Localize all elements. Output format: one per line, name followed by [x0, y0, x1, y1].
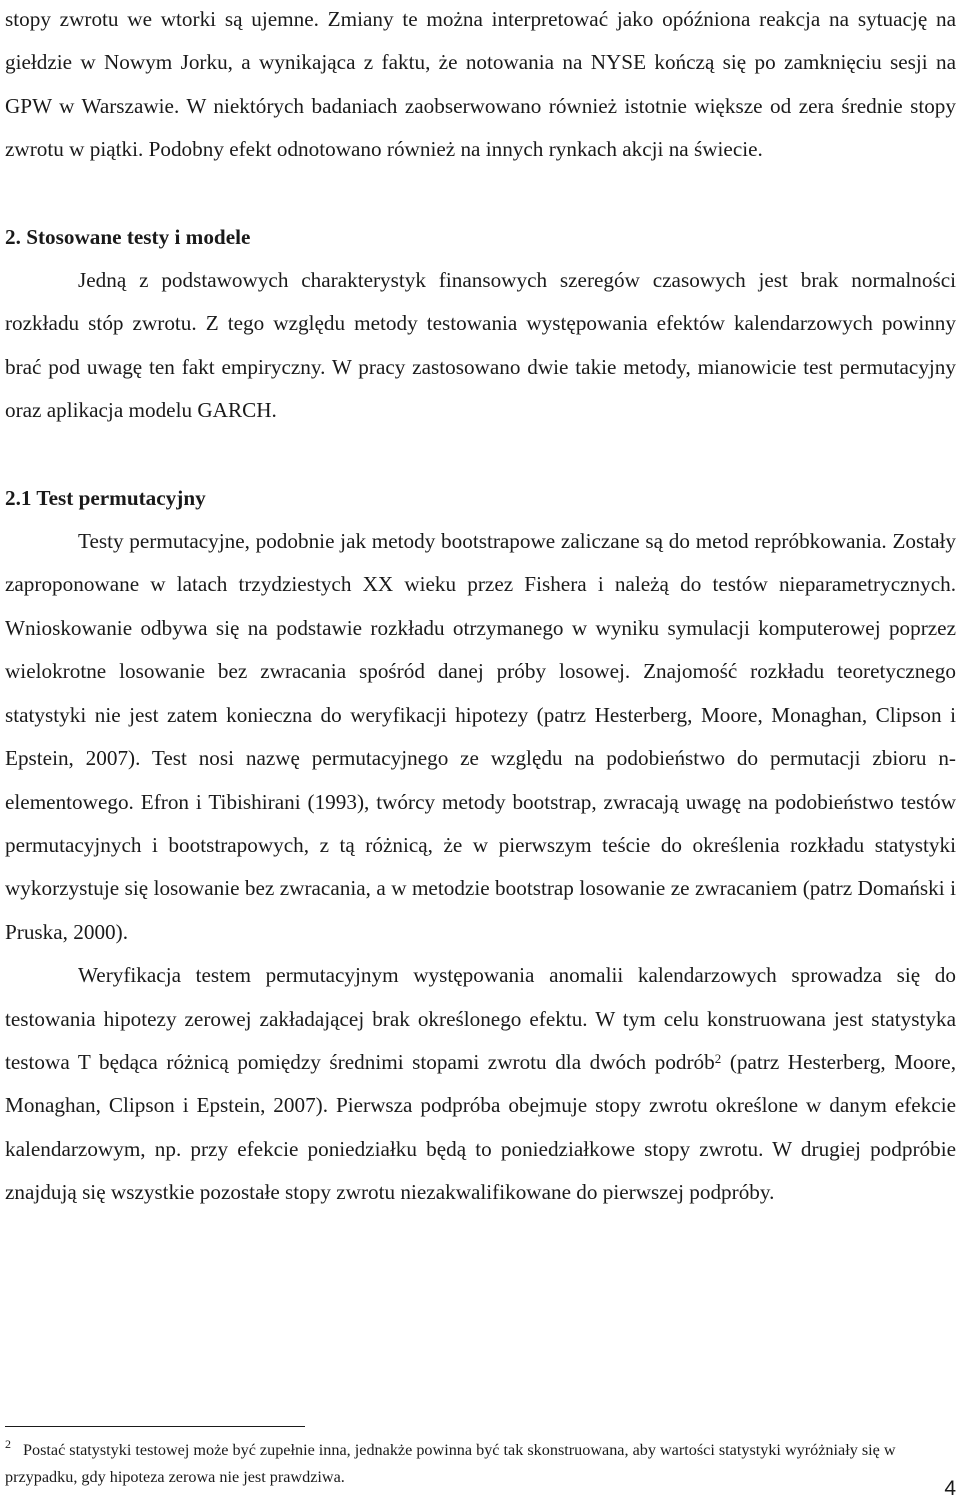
page-number: 4: [944, 1477, 956, 1500]
footnote-reference: 2: [714, 1050, 722, 1066]
paragraph-2-text-before: Weryfikacja testem permutacyjnym występowania anomalii kalendarzowych sprowadza się do testowania hipotezy zerowej zakładającej brak określonego efektu. W tym celu konstruowana jest statystyka testowa T będąca różnicą pomiędzy średnimi stopami zwrotu dla dwóch podrób: [5, 963, 956, 1074]
footnote: [5, 1437, 956, 1490]
section-2-1-paragraph-1: Testy permutacyjne, podobnie jak metody bootstrapowe zaliczane są do metod repróbkowania. Zostały zaproponowane w latach trzydziestych XX wieku przez Fishera i należą do testów nieparametrycznych. Wnioskowanie odbywa się na podstawie rozkładu otrzymanego w wyniku symulacji komputerowej poprzez wielokrotne losowanie bez zwracania spośród danej próby losowej. Znajomość rozkładu teoretycznego statystyki nie jest zatem konieczna do weryfikacji hipotezy (patrz Hesterberg, Moore, Monaghan, Clipson i Epstein, 2007). Test nosi nazwę permutacyjnego ze względu na podobieństwo do permutacji zbioru n-elementowego. Efron i Tibishirani (1993), twórcy metody bootstrap, zwracają uwagę na podobieństwo testów permutacyjnych i bootstrapowych, z tą różnicą, że w pierwszym teście do określenia rozkładu statystyki wykorzystuje się losowanie bez zwracania, a w metodzie bootstrap losowanie ze zwracaniem (patrz Domański i Pruska, 2000).: [5, 529, 956, 944]
section-2-paragraph: Jedną z podstawowych charakterystyk finansowych szeregów czasowych jest brak normalności rozkładu stóp zwrotu. Z tego względu metody testowania występowania efektów kalendarzowych powinny brać pod uwagę ten fakt empiryczny. W pracy zastosowano dwie takie metody, mianowicie test permutacyjny oraz aplikacja modelu GARCH.: [5, 268, 956, 423]
footnote-number: 2: [5, 1437, 11, 1451]
intro-paragraph: stopy zwrotu we wtorki są ujemne. Zmiany te można interpretować jako opóźniona reakcja na sytuację na giełdzie w Nowym Jorku, a wynikająca z faktu, że notowania na NYSE kończą się po zamknięciu sesji na GPW w Warszawie. W niektórych badaniach zaobserwowano również istotnie większe od zera średnie stopy zwrotu w piątki. Podobny efekt odnotowano również na innych rynkach akcji na świecie.: [5, 7, 956, 162]
section-2-1-paragraph-2: [5, 954, 956, 1214]
footnote-text: Postać statystyki testowej może być zupełnie inna, jednakże powinna być tak skonstruowana, aby wartości statystyki wyróżniały się w przypadku, gdy hipoteza zerowa nie jest prawdziwa.: [5, 1441, 896, 1486]
section-2-heading: 2. Stosowane testy i modele: [5, 224, 251, 249]
section-2-1-heading: 2.1 Test permutacyjny: [5, 485, 206, 510]
footnote-separator: [5, 1426, 305, 1427]
page-body: [5, 0, 956, 1215]
paragraph-2-text-after: (patrz Hesterberg, Moore, Monaghan, Clipson i Epstein, 2007). Pierwsza podpróba obejmuje stopy zwrotu określone w danym efekcie kalendarzowym, np. przy efekcie poniedziałku będą to poniedziałkowe stopy zwrotu. W drugiej podpróbie znajdują się wszystkie pozostałe stopy zwrotu niezakwalifikowane do pierwszej podpróby.: [5, 1049, 956, 1205]
